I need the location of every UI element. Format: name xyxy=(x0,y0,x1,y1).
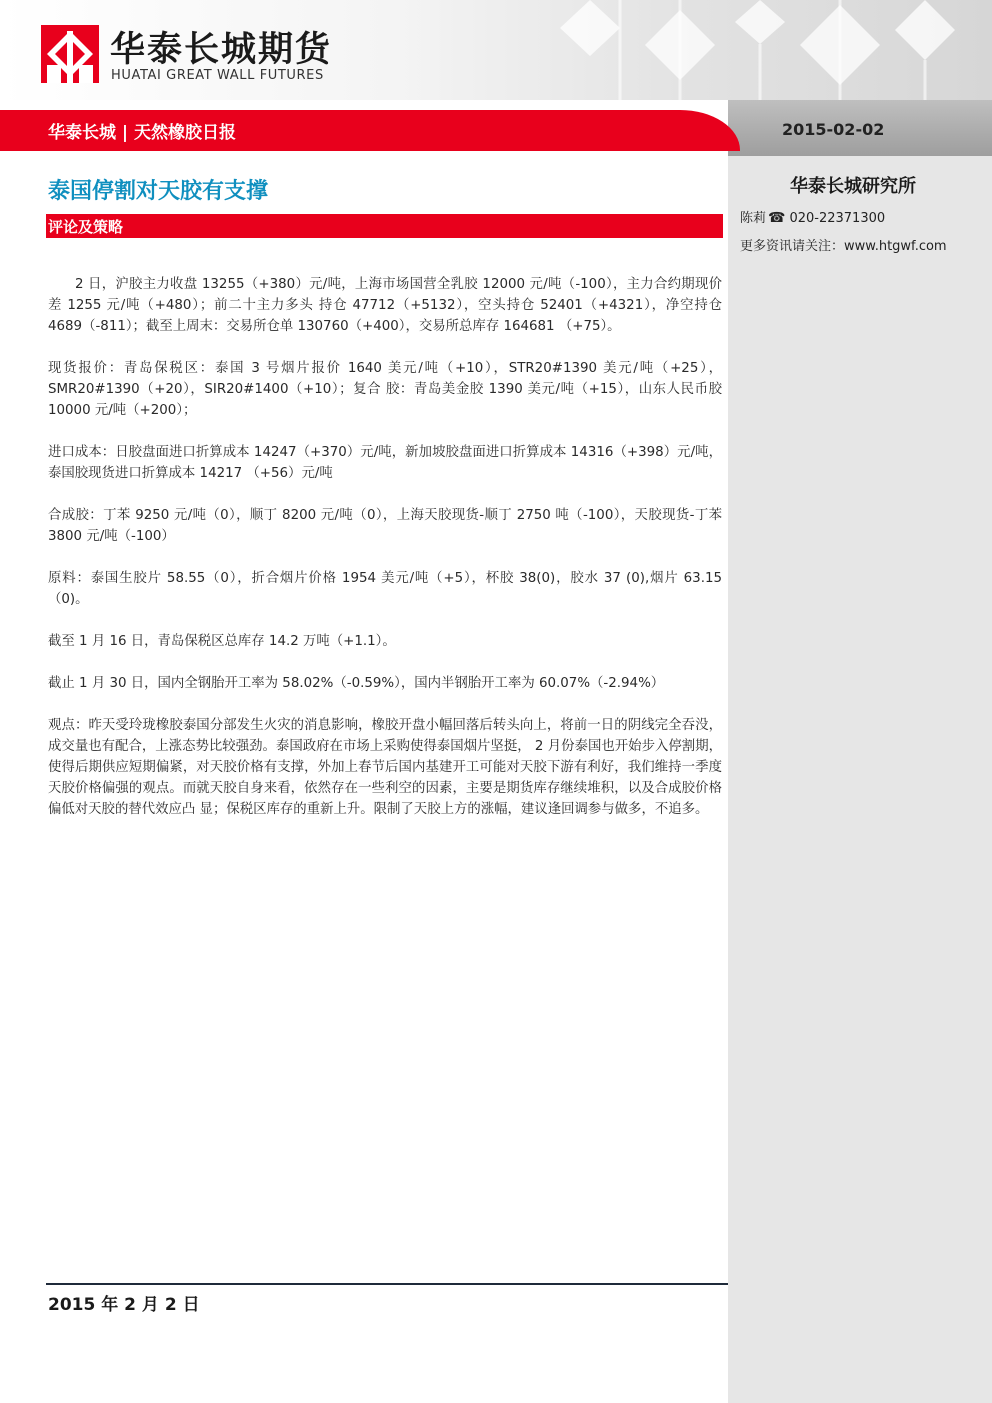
paragraph-raw-material: 原料：泰国生胶片 58.55（0），折合烟片价格 1954 美元/吨（+5），杯胶 38(0)，胶水 37 (0),烟片 63.15（0)。 xyxy=(48,571,722,607)
paragraph-import-cost: 进口成本：日胶盘面进口折算成本 14247（+370）元/吨，新加坡胶盘面进口折算成本 14316（+398）元/吨，泰国胶现货进口折算成本 14217 （+56）元/吨 xyxy=(48,445,722,481)
section-bar xyxy=(46,214,723,238)
paragraph-market: 2 日，沪胶主力收盘 13255（+380）元/吨，上海市场国营全乳胶 12000 元/吨（-100），主力合约期现价差 1255 元/吨（+480）；前二十主力多头 持仓 47712（+5132），空头持仓 52401（+4321），净空持仓 4689（-811）；截至上周末：交易所仓单 130760（+400），交易所总库存 164681 （+75）。 xyxy=(48,277,722,334)
page-header xyxy=(0,0,992,100)
paragraph-tire-operating-rate: 截止 1 月 30 日，国内全钢胎开工率为 58.02%（-0.59%），国内半钢胎开工率为 60.07%（-2.94%） xyxy=(48,676,665,691)
page-title: 泰国停割对天胶有支撑 xyxy=(48,179,269,204)
phone-icon: ☎ xyxy=(768,210,786,226)
brand-name-cn: 华泰长城期货 xyxy=(110,30,333,70)
sidebar xyxy=(728,100,992,1403)
header-decoration xyxy=(380,0,992,100)
brand-name-en: HUATAI GREAT WALL FUTURES xyxy=(111,68,324,83)
contact-info xyxy=(740,207,885,226)
institute-name: 华泰长城研究所 xyxy=(790,176,916,197)
report-body xyxy=(48,274,722,841)
paragraph-spot-price: 现货报价：青岛保税区：泰国 3 号烟片报价 1640 美元/吨（+10），STR20#1390 美元/吨（+25），SMR20#1390（+20），SIR20#1400（+10）；复合 胶：青岛美金胶 1390 美元/吨（+15），山东人民币胶 10000 元/吨（+200）； xyxy=(48,361,722,418)
report-label: 华泰长城 | 天然橡胶日报 xyxy=(48,123,237,143)
paragraph-viewpoint: 观点：昨天受玲珑橡胶泰国分部发生火灾的消息影响，橡胶开盘小幅回落后转头向上，将前一日的阴线完全吞没，成交量也有配合，上涨态势比较强劲。泰国政府在市场上采购使得泰国烟片坚挺， 2 月份泰国也开始步入停割期，使得后期供应短期偏紧，对天胶价格有支撑，外加上春节后国内基建开工可能对天胶下游有利好，我们维持一季度天胶价格偏强的观点。而就天胶自身来看，依然存在一些利空的因素，主要是期货库存继续堆积，以及合成胶价格偏低对天胶的替代效应凸 显；保税区库存的重新上升。限制了天胶上方的涨幅，建议逢回调参与做多，不追多。 xyxy=(48,718,722,817)
logo-icon xyxy=(41,25,99,83)
report-date: 2015-02-02 xyxy=(782,120,885,139)
section-label: 评论及策略 xyxy=(48,218,124,236)
website-link[interactable]: 更多资讯请关注：www.htgwf.com xyxy=(740,239,947,254)
contact-phone: 020-22371300 xyxy=(789,211,886,226)
footer-divider xyxy=(46,1283,728,1285)
paragraph-synthetic-rubber: 合成胶：丁苯 9250 元/吨（0），顺丁 8200 元/吨（0），上海天胶现货-顺丁 2750 吨（-100），天胶现货-丁苯 3800 元/吨（-100） xyxy=(48,508,722,544)
footer-date: 2015 年 2 月 2 日 xyxy=(48,1295,200,1315)
contact-name: 陈莉 xyxy=(740,211,767,226)
paragraph-inventory: 截至 1 月 16 日，青岛保税区总库存 14.2 万吨（+1.1）。 xyxy=(48,634,396,649)
